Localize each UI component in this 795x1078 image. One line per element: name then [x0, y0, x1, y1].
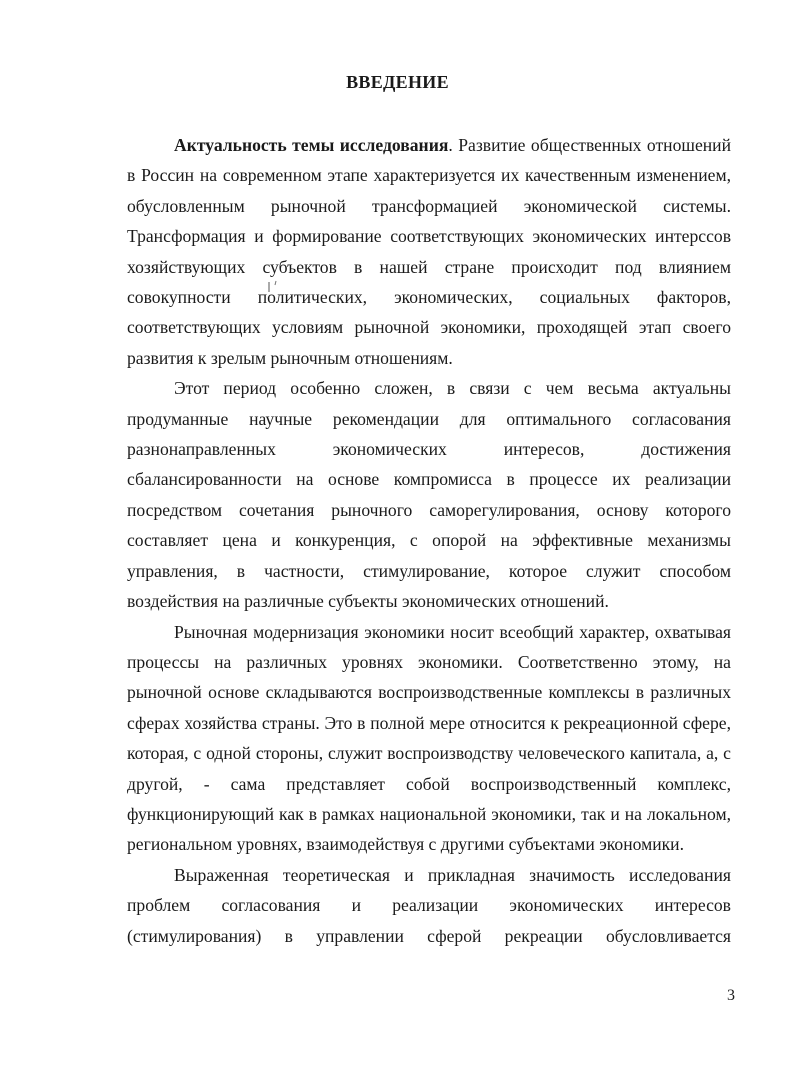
relevance-lead: Актуальность темы исследования: [174, 135, 449, 155]
paragraph-period: Этот период особенно сложен, в связи с чем весьма актуальны продуманные научные рекомендации для оптимального согласования разнонаправленных экономических интересов, достижения сбалансированности на основе компромисса в процессе их реализации посредством сочетания рыночного саморегулирования, основу которого составляет цена и конкуренция, с опорой на эффективные механизмы управления, в частности, стимулирование, которое служит способом воздействия на различные субъекты экономических отношений.: [127, 378, 731, 612]
paragraph-significance: Выраженная теоретическая и прикладная значимость исследования проблем согласования и реализации экономических интересов (стимулирования) в управлении сферой рекреации обусловливается: [127, 864, 731, 946]
relevance-lead-punct: .: [448, 135, 453, 155]
document-body: [127, 130, 731, 951]
scan-artifact-marks: [262, 280, 282, 300]
paragraph-relevance: [127, 130, 731, 373]
paragraph-modernization: Рыночная модернизация экономики носит всеобщий характер, охватывая процессы на различных уровнях экономики. Соответственно этому, на рыночной основе складываются воспроизводственные комплексы в различных сферах хозяйства страны. Это в полной мере относится к рекреационной сфере, которая, с одной стороны, служит воспроизводству человеческого капитала, а, с другой, - сама представляет собой воспроизводственный комплекс, функционирующий как в рамках национальной экономики, так и на локальном, региональном уровнях, взаимодействуя с другими субъектами экономики.: [127, 621, 731, 855]
page-title: ВВЕДЕНИЕ: [346, 72, 449, 92]
relevance-text: Развитие общественных отношений в Россин на современном этапе характеризуется их качественным изменением, обусловленным рыночной трансформацией экономической системы. Трансформация и формирование соответствующих экономических интерсcов хозяйствующих субъектов в нашей стране происходит под влиянием совокупности политических, экономических, социальных факторов, соответствующих условиям рыночной экономики, проходящей этап своего развития к зрелым рыночным отношениям.: [127, 135, 732, 368]
page-number: 3: [727, 987, 735, 1004]
